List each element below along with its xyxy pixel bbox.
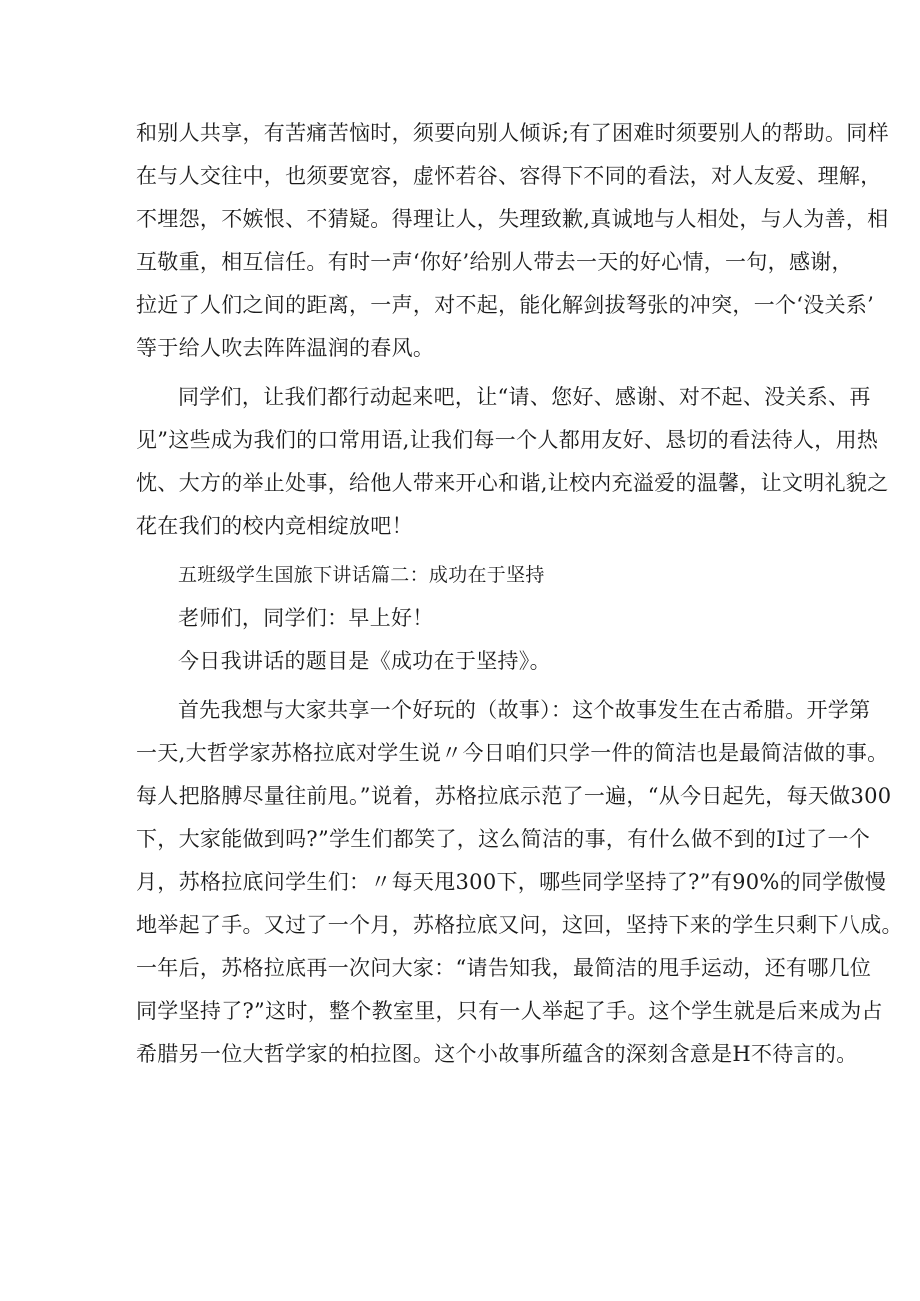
section-heading	[136, 554, 804, 597]
text-line: 一天,大哲学家苏格拉底对学生说〃今日咱们只学一件的简洁也是最简洁做的事。	[136, 741, 889, 765]
text-line: 不埋怨，不嫉恨、不猜疑。得理让人，失理致歉,真诚地与人相处，与人为善，相	[136, 207, 889, 231]
speech-topic	[136, 640, 804, 683]
text-line: 等于给人吹去阵阵温润的春风。	[136, 336, 435, 360]
text-line: 花在我们的校内竞相绽放吧！	[136, 514, 413, 538]
text-line: 下，大家能做到吗?”学生们都笑了，这么简洁的事，有什么做不到的I过了一个	[136, 827, 871, 851]
text-line: 同学坚持了?”这时，整个教室里，只有一人举起了手。这个学生就是后来成为占	[136, 999, 883, 1023]
text-line: 忱、大方的举止处事，给他人带来开心和谐,让校内充溢爱的温馨，让文明礼貌之	[136, 471, 889, 495]
greeting	[136, 597, 804, 640]
text-line: 在与人交往中，也须要宽容，虚怀若谷、容得下不同的看法，对人友爱、理解，	[136, 164, 882, 188]
text-line: 每人把胳膊尽量往前甩。”说着，苏格拉底示范了一遍，“从今日起先，每天做300	[136, 784, 892, 808]
text-line: 和别人共享，有苦痛苦恼时，须要向别人倾诉;有了困难时须要别人的帮助。同样	[136, 121, 889, 145]
text-line: 今日我讲话的题目是《成功在于坚持》。	[178, 649, 551, 673]
text-line: 老师们，同学们：早上好！	[178, 606, 434, 630]
text-line: 见”这些成为我们的口常用语,让我们每一个人都用友好、恳切的看法待人，用热	[136, 428, 879, 452]
paragraph-story	[136, 689, 903, 1076]
text-line: 月，苏格拉底问学生们：〃每天甩300下，哪些同学坚持了?”有90%的同学傲慢	[136, 870, 887, 894]
text-line: 五班级学生国旅下讲话篇二：成功在于坚持	[178, 564, 545, 586]
document-page	[136, 112, 903, 1076]
text-line: 地举起了手。又过了一个月，苏格拉底又问，这回，坚持下来的学生只剩下八成。	[136, 913, 903, 937]
text-line: 首先我想与大家共享一个好玩的（故事）：这个故事发生在古希腊。开学第	[178, 698, 871, 722]
paragraph-call-to-action	[136, 376, 889, 548]
text-line: 同学们，让我们都行动起来吧，让“请、您好、感谢、对不起、没关系、再	[178, 385, 871, 409]
paragraph-courtesy	[136, 112, 889, 370]
text-line: 希腊另一位大哲学家的柏拉图。这个小故事所蕴含的深刻含意是H不待言的。	[136, 1042, 858, 1066]
text-line: 互敬重，相互信任。有时一声‘你好’给别人带去一天的好心情，一句，感谢，	[136, 250, 853, 274]
text-line: 拉近了人们之间的距离，一声，对不起，能化解剑拔弩张的冲突，一个‘没关系’	[136, 293, 875, 317]
text-line: 一年后，苏格拉底再一次问大家：“请告知我，最简洁的甩手运动，还有哪几位	[136, 956, 872, 980]
